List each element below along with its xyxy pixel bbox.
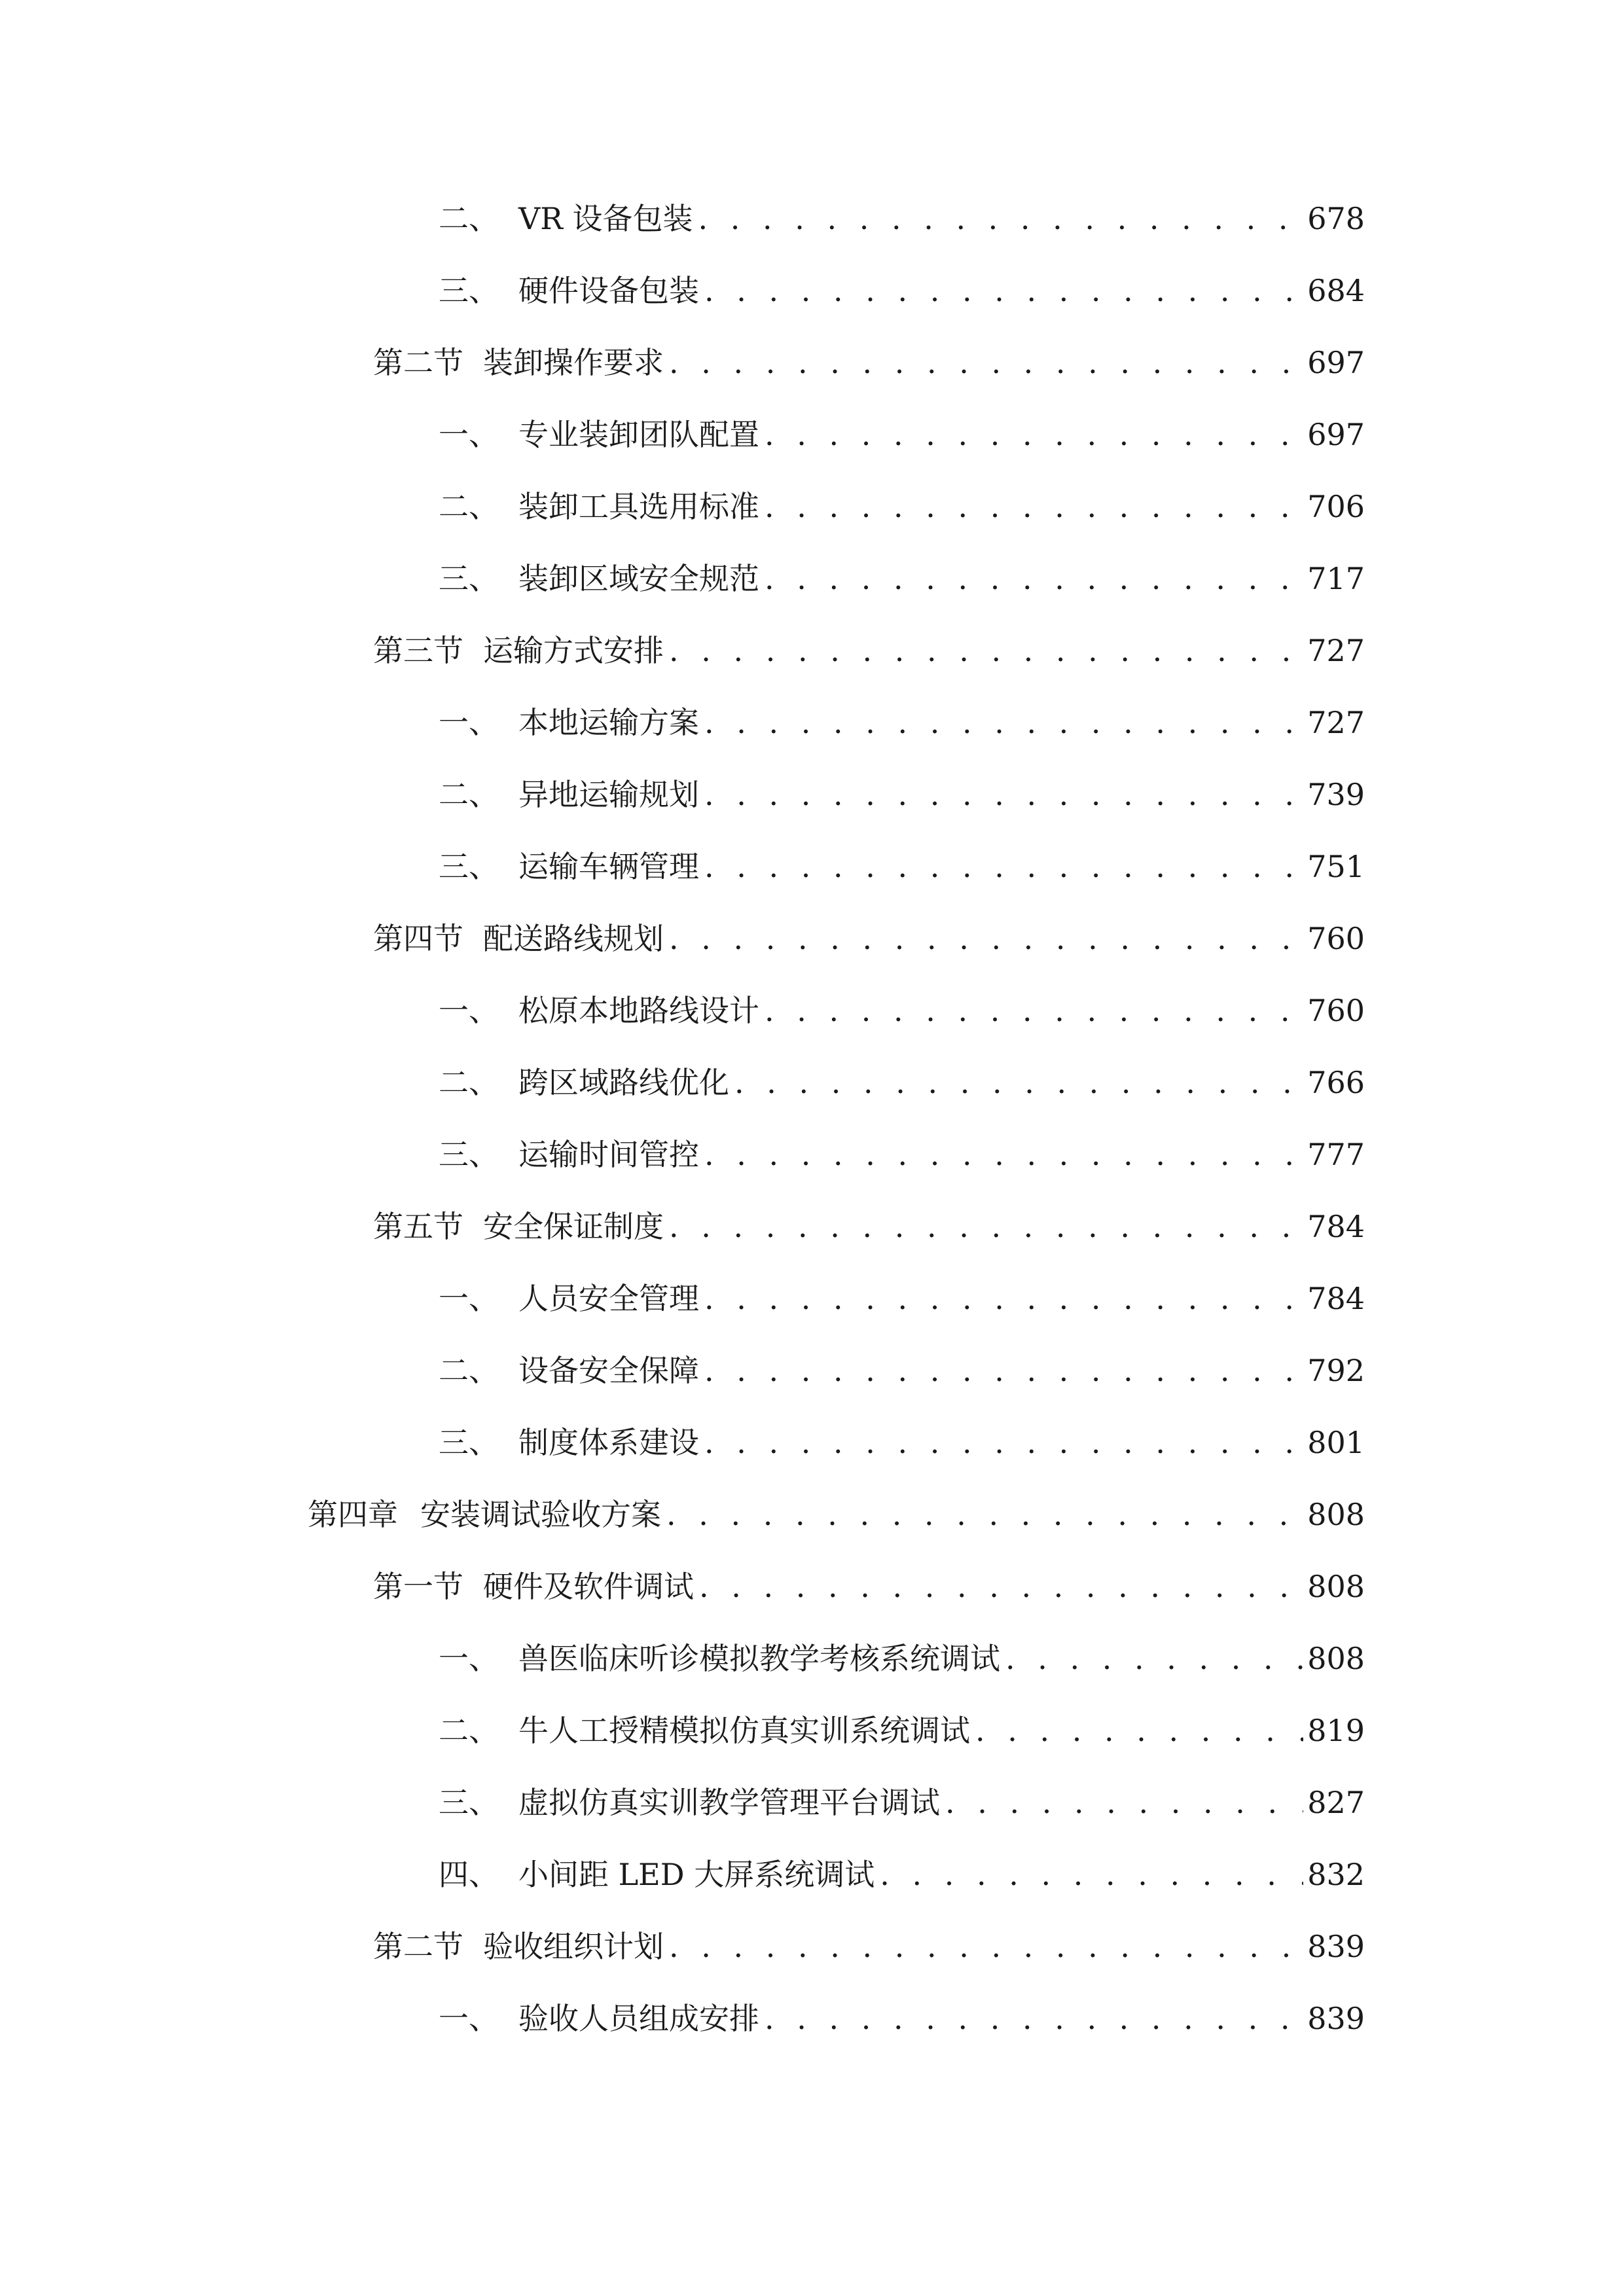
toc-entry[interactable] bbox=[439, 984, 1365, 1037]
toc-entry-title: 小间距 LED 大屏系统调试 bbox=[518, 1857, 875, 1892]
toc-entry[interactable] bbox=[439, 696, 1365, 749]
toc-entry-number: 三、 bbox=[439, 1785, 499, 1820]
toc-entry-page: 760 bbox=[1307, 993, 1365, 1028]
toc-entry-title: 装卸区域安全规范 bbox=[518, 561, 759, 596]
toc-entry[interactable] bbox=[439, 1416, 1365, 1469]
toc-entry[interactable] bbox=[439, 1704, 1365, 1757]
toc-entry-title: 兽医临床听诊模拟教学考核系统调试 bbox=[518, 1641, 1000, 1676]
toc-entry-page: 697 bbox=[1307, 417, 1365, 452]
toc-entry-page: 784 bbox=[1307, 1281, 1365, 1316]
toc-entry-number: 第二节 bbox=[373, 1929, 463, 1964]
toc-entry-number: 三、 bbox=[439, 273, 499, 308]
toc-entry-number: 二、 bbox=[439, 1065, 499, 1100]
toc-entry-number: 一、 bbox=[439, 2001, 499, 2036]
toc-entry-number: 第五节 bbox=[373, 1209, 463, 1244]
toc-entry-title: 运输方式安排 bbox=[483, 633, 664, 668]
dot-leader bbox=[669, 336, 1303, 389]
dot-leader bbox=[699, 1560, 1303, 1613]
dot-leader bbox=[669, 912, 1303, 965]
toc-entry-number: 三、 bbox=[439, 561, 499, 596]
dot-leader bbox=[765, 408, 1303, 461]
toc-entry-title: 装卸操作要求 bbox=[483, 345, 664, 380]
toc-entry-number: 三、 bbox=[439, 1137, 499, 1172]
toc-entry[interactable] bbox=[439, 1128, 1365, 1181]
toc-entry-title: 专业装卸团队配置 bbox=[518, 417, 759, 452]
toc-entry-page: 717 bbox=[1307, 561, 1365, 596]
toc-entry-page: 801 bbox=[1307, 1425, 1365, 1460]
toc-entry[interactable] bbox=[373, 1560, 1365, 1613]
dot-leader bbox=[666, 1488, 1303, 1541]
toc-entry-title: 虚拟仿真实训教学管理平台调试 bbox=[518, 1785, 940, 1820]
toc-entry-number: 三、 bbox=[439, 849, 499, 884]
toc-entry[interactable] bbox=[373, 336, 1365, 389]
dot-leader bbox=[765, 480, 1303, 533]
toc-entry-number: 二、 bbox=[439, 1713, 499, 1748]
dot-leader bbox=[704, 840, 1303, 893]
toc-entry[interactable] bbox=[439, 768, 1365, 821]
toc-entry[interactable] bbox=[308, 1488, 1365, 1541]
dot-leader bbox=[669, 1920, 1303, 1973]
dot-leader bbox=[704, 1344, 1303, 1397]
toc-entry-number: 第四章 bbox=[308, 1497, 398, 1532]
toc-entry-number: 一、 bbox=[439, 1281, 499, 1316]
toc-entry[interactable] bbox=[439, 192, 1365, 245]
dot-leader bbox=[734, 1056, 1303, 1109]
toc-entry-title: 本地运输方案 bbox=[518, 705, 699, 740]
dot-leader bbox=[704, 1272, 1303, 1325]
toc-entry-number: 二、 bbox=[439, 201, 499, 236]
toc-entry-page: 819 bbox=[1307, 1713, 1365, 1748]
toc-entry[interactable] bbox=[439, 840, 1365, 893]
toc-entry-number: 二、 bbox=[439, 777, 499, 812]
toc-entry[interactable] bbox=[439, 1992, 1365, 2045]
toc-entry-number: 第三节 bbox=[373, 633, 463, 668]
dot-leader bbox=[704, 768, 1303, 821]
toc-entry-page: 760 bbox=[1307, 921, 1365, 956]
toc-entry-title: 安全保证制度 bbox=[483, 1209, 664, 1244]
toc-entry-page: 839 bbox=[1307, 2001, 1365, 2036]
toc-entry[interactable] bbox=[439, 1632, 1365, 1685]
toc-entry-number: 第四节 bbox=[373, 921, 463, 956]
toc-entry-title: 硬件及软件调试 bbox=[483, 1569, 694, 1604]
toc-entry-page: 751 bbox=[1307, 849, 1365, 884]
toc-entry-title: 制度体系建设 bbox=[518, 1425, 699, 1460]
toc-entry-page: 727 bbox=[1307, 705, 1365, 740]
dot-leader bbox=[765, 984, 1303, 1037]
toc-entry-page: 739 bbox=[1307, 777, 1365, 812]
toc-entry-title: 设备安全保障 bbox=[518, 1353, 699, 1388]
toc-entry-page: 832 bbox=[1307, 1857, 1365, 1892]
toc-entry[interactable] bbox=[439, 1344, 1365, 1397]
toc-entry-page: 808 bbox=[1307, 1569, 1365, 1604]
toc-entry-number: 一、 bbox=[439, 705, 499, 740]
dot-leader bbox=[1005, 1632, 1303, 1685]
toc-entry-title: 运输车辆管理 bbox=[518, 849, 699, 884]
toc-entry-title: 牛人工授精模拟仿真实训系统调试 bbox=[518, 1713, 970, 1748]
toc-entry-number: 第一节 bbox=[373, 1569, 463, 1604]
dot-leader bbox=[880, 1848, 1303, 1901]
toc-entry[interactable] bbox=[439, 1776, 1365, 1829]
toc-entry[interactable] bbox=[439, 1848, 1365, 1901]
toc-entry-title: 松原本地路线设计 bbox=[518, 993, 759, 1028]
toc-entry-title: 运输时间管控 bbox=[518, 1137, 699, 1172]
toc-entry-number: 二、 bbox=[439, 489, 499, 524]
toc-entry-title: 验收人员组成安排 bbox=[518, 2001, 759, 2036]
toc-entry[interactable] bbox=[439, 264, 1365, 317]
toc-entry-page: 808 bbox=[1307, 1641, 1365, 1676]
toc-entry-title: 人员安全管理 bbox=[518, 1281, 699, 1316]
dot-leader bbox=[669, 1200, 1303, 1253]
toc-entry-page: 839 bbox=[1307, 1929, 1365, 1964]
toc-entry[interactable] bbox=[439, 1056, 1365, 1109]
toc-entry[interactable] bbox=[373, 1200, 1365, 1253]
dot-leader bbox=[704, 1128, 1303, 1181]
dot-leader bbox=[975, 1704, 1303, 1757]
toc-entry-page: 827 bbox=[1307, 1785, 1365, 1820]
dot-leader bbox=[765, 552, 1303, 605]
toc-entry-number: 三、 bbox=[439, 1425, 499, 1460]
toc-entry[interactable] bbox=[439, 480, 1365, 533]
toc-entry-page: 808 bbox=[1307, 1497, 1365, 1532]
toc-entry-page: 766 bbox=[1307, 1065, 1365, 1100]
dot-leader bbox=[945, 1776, 1303, 1829]
toc-entry-number: 四、 bbox=[439, 1857, 499, 1892]
dot-leader bbox=[669, 624, 1303, 677]
toc-entry-title: 配送路线规划 bbox=[483, 921, 664, 956]
toc-entry-number: 第二节 bbox=[373, 345, 463, 380]
toc-entry-page: 792 bbox=[1307, 1353, 1365, 1388]
toc-entry-page: 697 bbox=[1307, 345, 1365, 380]
toc-entry-number: 一、 bbox=[439, 417, 499, 452]
toc-entry-page: 706 bbox=[1307, 489, 1365, 524]
toc-entry[interactable] bbox=[373, 1920, 1365, 1973]
toc-entry-page: 784 bbox=[1307, 1209, 1365, 1244]
toc-entry[interactable] bbox=[439, 408, 1365, 461]
toc-entry-number: 一、 bbox=[439, 1641, 499, 1676]
dot-leader bbox=[704, 1416, 1303, 1469]
toc-entry-title: 装卸工具选用标准 bbox=[518, 489, 759, 524]
toc-entry-title: 验收组织计划 bbox=[483, 1929, 664, 1964]
toc-entry-page: 678 bbox=[1307, 201, 1365, 236]
toc-entry-title: 硬件设备包装 bbox=[518, 273, 699, 308]
toc-entry-title: 跨区域路线优化 bbox=[518, 1065, 729, 1100]
toc-entry[interactable] bbox=[439, 552, 1365, 605]
toc-entry-number: 二、 bbox=[439, 1353, 499, 1388]
toc-entry-page: 777 bbox=[1307, 1137, 1365, 1172]
toc-entry[interactable] bbox=[439, 1272, 1365, 1325]
toc-entry-page: 727 bbox=[1307, 633, 1365, 668]
dot-leader bbox=[704, 696, 1303, 749]
toc-entry-page: 684 bbox=[1307, 273, 1365, 308]
toc-entry-title: 异地运输规划 bbox=[518, 777, 699, 812]
dot-leader bbox=[698, 192, 1303, 245]
toc-entry[interactable] bbox=[373, 624, 1365, 677]
toc-entry-number: 一、 bbox=[439, 993, 499, 1028]
dot-leader bbox=[704, 264, 1303, 317]
toc-entry-title: 安装调试验收方案 bbox=[420, 1497, 661, 1532]
toc-entry-title: VR 设备包装 bbox=[518, 201, 693, 236]
dot-leader bbox=[765, 1992, 1303, 2045]
toc-entry[interactable] bbox=[373, 912, 1365, 965]
